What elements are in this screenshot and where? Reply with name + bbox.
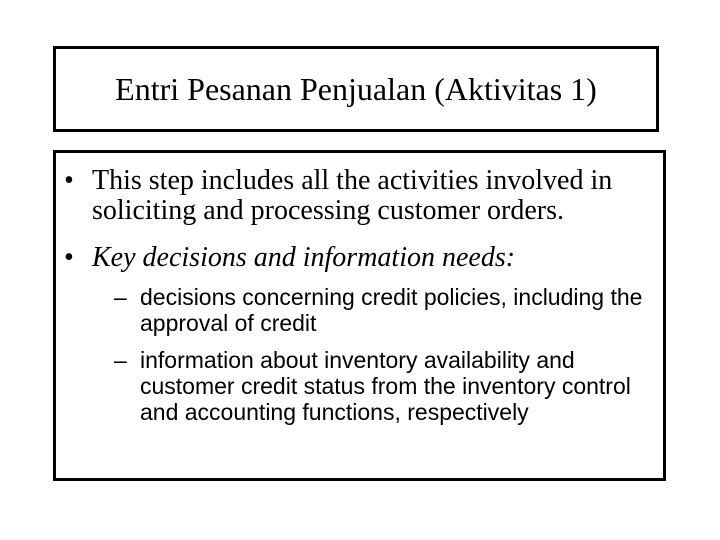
slide-content-box: [53, 150, 666, 481]
slide-title: Entri Pesanan Penjualan (Aktivitas 1): [115, 71, 597, 107]
subbullet-item-2: [114, 347, 662, 425]
bullet-text: This step includes all the activities involved in soliciting and processing customer orders.: [92, 165, 613, 226]
slide-title-box: [53, 46, 659, 132]
bullet-item-2: [64, 243, 664, 273]
bullet-marker: •: [64, 242, 74, 273]
bullet-text: Key decisions and information needs:: [92, 242, 516, 273]
subbullet-item-1: [114, 284, 662, 336]
subbullet-text: information about inventory availability and customer credit status from the inventory control and accounting functions, respectively: [140, 347, 631, 425]
subbullet-marker: –: [114, 347, 127, 373]
subbullet-marker: –: [114, 284, 127, 310]
bullet-item-1: [64, 166, 664, 226]
subbullet-text: decisions concerning credit policies, including the approval of credit: [140, 284, 643, 336]
bullet-marker: •: [64, 165, 74, 196]
